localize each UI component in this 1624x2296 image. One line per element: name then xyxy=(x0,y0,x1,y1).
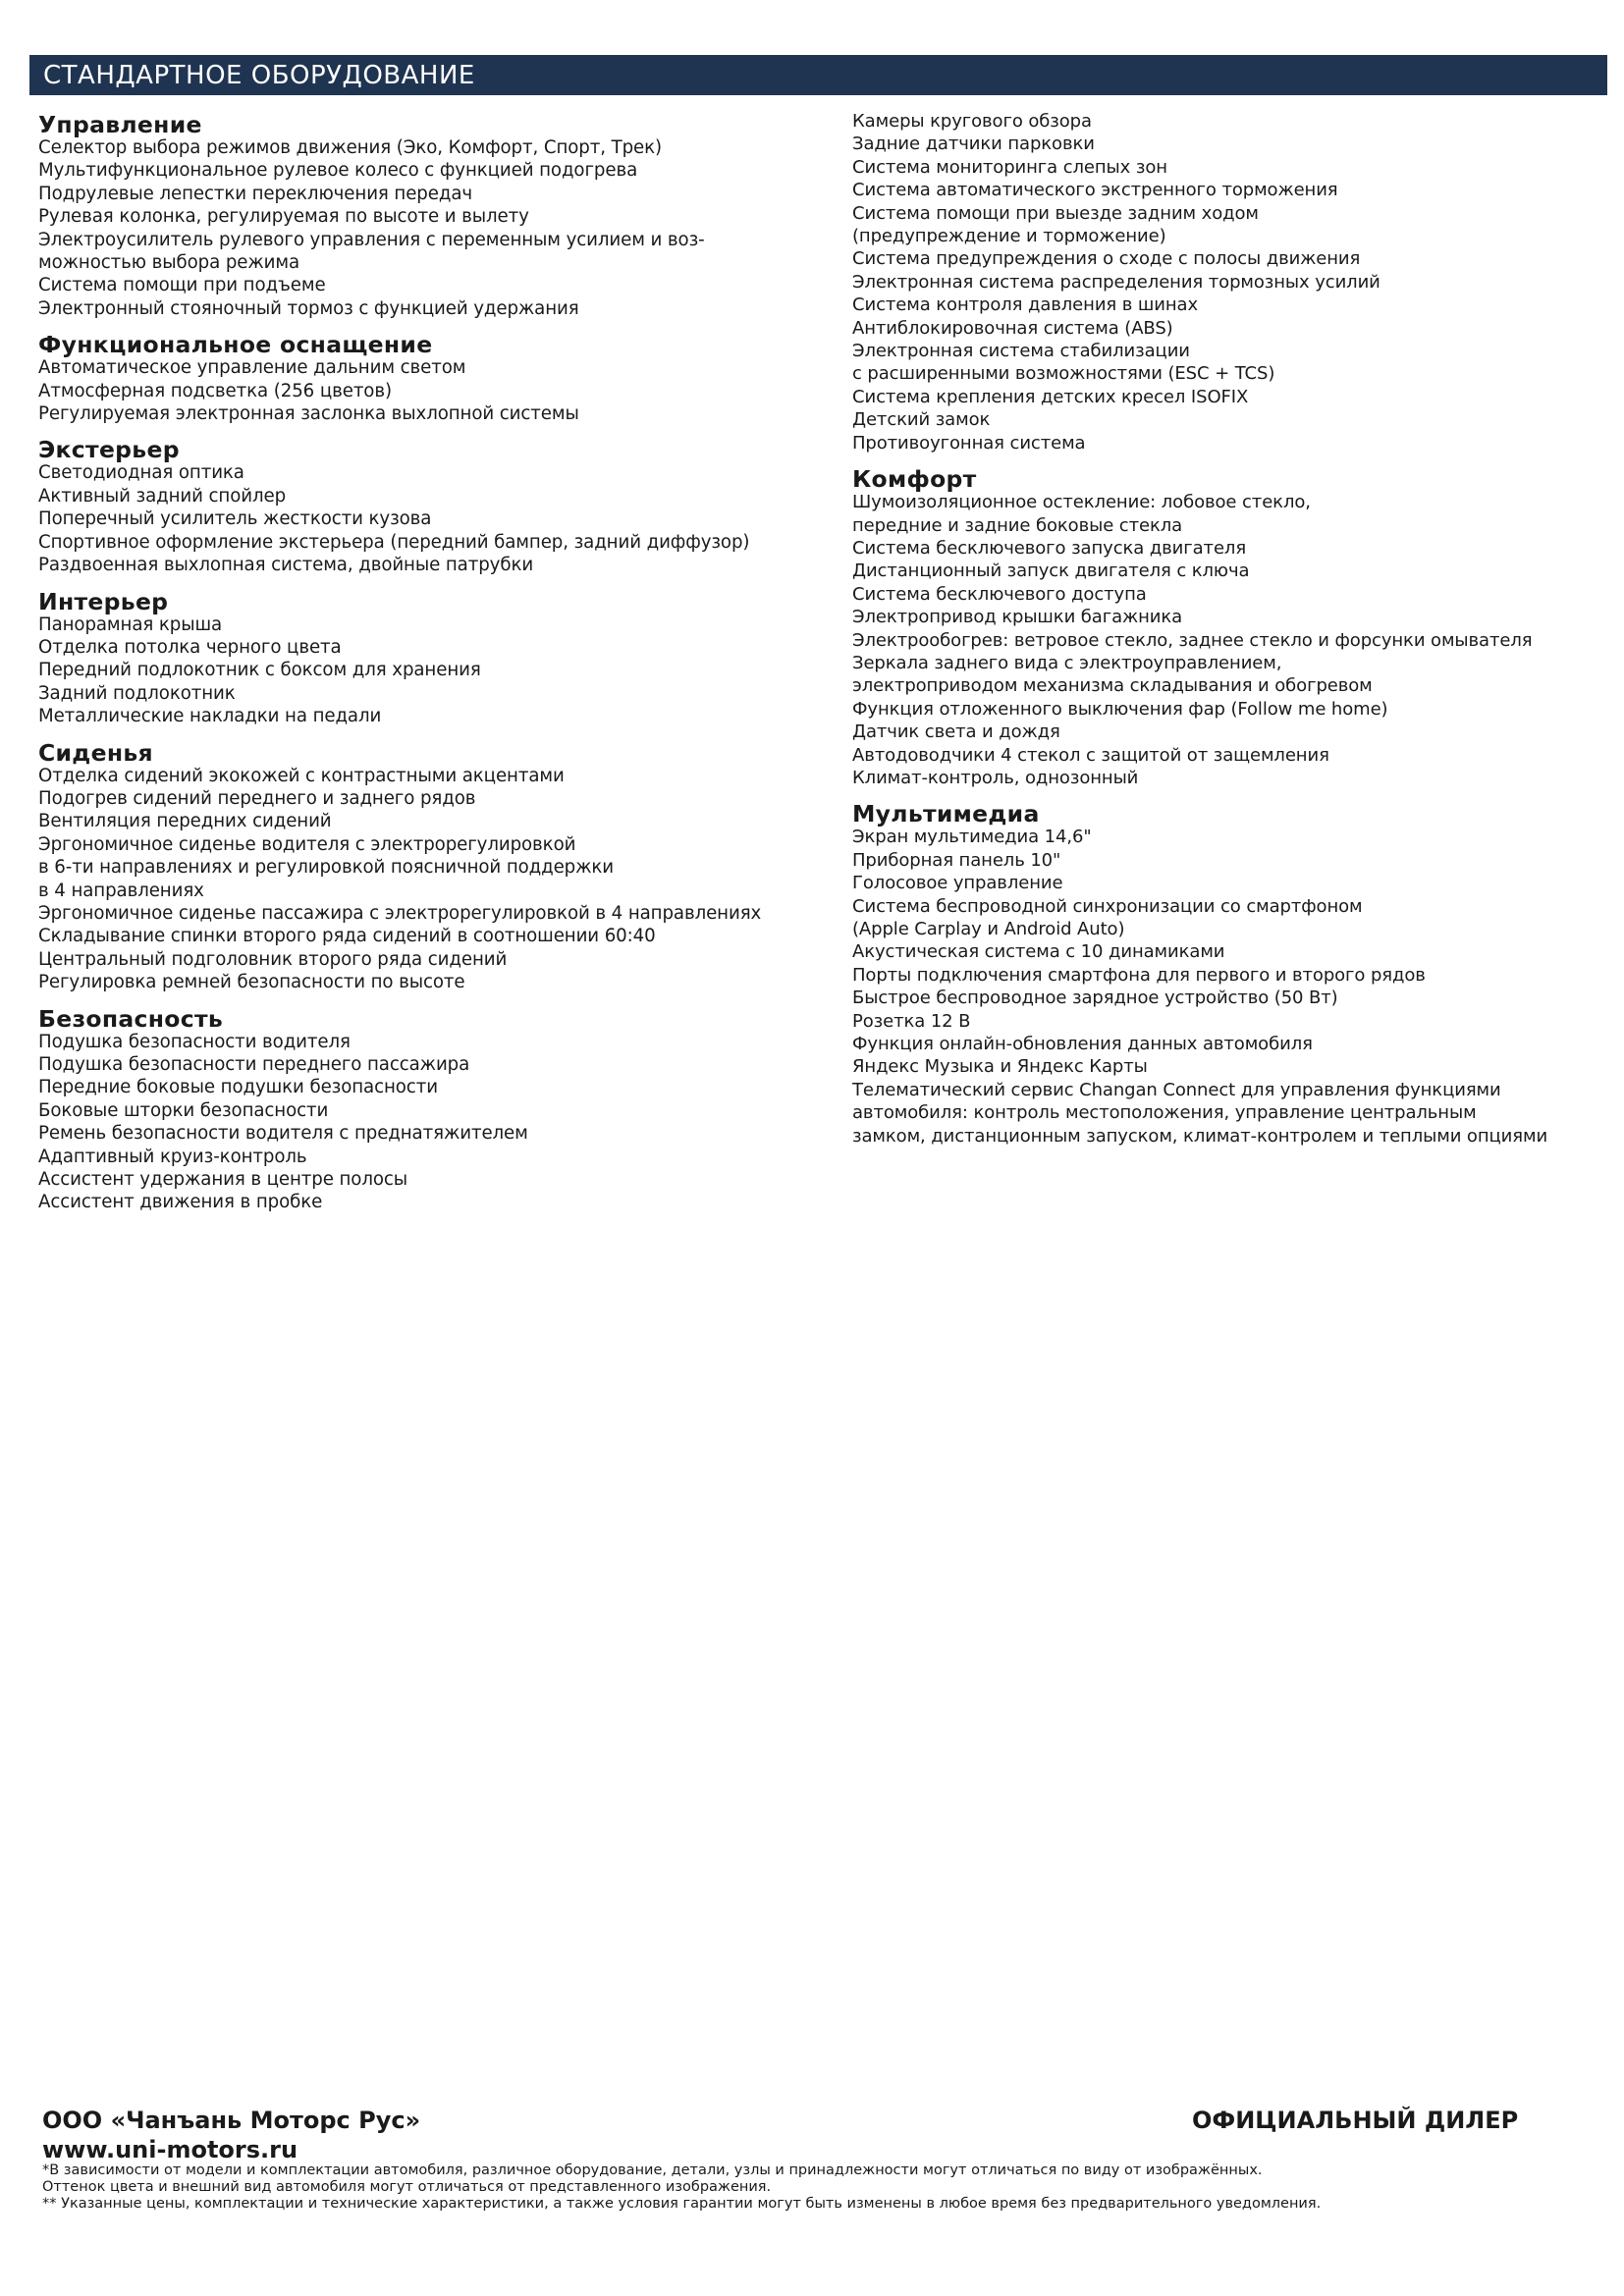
equipment-item: Селектор выбора режимов движения (Эко, Комфорт, Спорт, Трек) xyxy=(38,137,662,158)
equipment-item: Электроусилитель рулевого управления с переменным усилием и воз- xyxy=(38,229,705,250)
equipment-item: Система автоматического экстренного торможения xyxy=(852,180,1338,201)
equipment-item: Приборная панель 10" xyxy=(852,849,1061,871)
equipment-item: Антиблокировочная система (ABS) xyxy=(852,317,1173,339)
equipment-item: Спортивное оформление экстерьера (передний бампер, задний диффузор) xyxy=(38,531,750,553)
equipment-item: Функция онлайн-обновления данных автомобиля xyxy=(852,1034,1313,1055)
equipment-item: Ассистент движения в пробке xyxy=(38,1192,323,1213)
equipment-item: Шумоизоляционное остекление: лобовое стекло, xyxy=(852,492,1311,513)
equipment-item: Электронная система распределения тормозных усилий xyxy=(852,271,1380,293)
equipment-item: Голосовое управление xyxy=(852,873,1063,894)
equipment-item: в 6-ти направлениях и регулировкой поясничной поддержки xyxy=(38,857,615,879)
equipment-item: Функция отложенного выключения фар (Follow me home) xyxy=(852,698,1388,720)
footnote: *В зависимости от модели и комплектации автомобиля, различное оборудование, детали, узлы и принадлежности могут отличаться по виду от изображённых. xyxy=(42,2163,1263,2178)
equipment-item: Панорамная крыша xyxy=(38,614,223,635)
equipment-item: Система мониторинга слепых зон xyxy=(852,156,1167,178)
equipment-item: Регулируемая электронная заслонка выхлопной системы xyxy=(38,403,579,425)
equipment-item: в 4 направлениях xyxy=(38,880,204,901)
equipment-item: Электропривод крышки багажника xyxy=(852,607,1183,628)
equipment-item: Ремень безопасности водителя с преднатяжителем xyxy=(38,1123,528,1145)
equipment-item: Система крепления детских кресел ISOFIX xyxy=(852,386,1249,407)
equipment-item: Ассистент удержания в центре полосы xyxy=(38,1169,408,1191)
company-name: ООО «Чанъань Моторс Рус» xyxy=(42,2107,421,2134)
equipment-item: Акустическая система с 10 динамиками xyxy=(852,941,1225,963)
equipment-item: Отделка потолка черного цвета xyxy=(38,636,342,658)
official-dealer-label: ОФИЦИАЛЬНЫЙ ДИЛЕР xyxy=(1192,2107,1519,2134)
page-title: СТАНДАРТНОЕ ОБОРУДОВАНИЕ xyxy=(43,61,475,90)
equipment-section xyxy=(852,110,1618,454)
equipment-item: Экран мультимедиа 14,6" xyxy=(852,827,1092,848)
equipment-item: Атмосферная подсветка (256 цветов) xyxy=(38,380,392,401)
equipment-item: Раздвоенная выхлопная система, двойные патрубки xyxy=(38,555,534,576)
section-heading: Управление xyxy=(38,111,202,138)
section-heading: Функциональное оснащение xyxy=(38,331,433,359)
equipment-item: (Apple Carplay и Android Auto) xyxy=(852,919,1125,939)
equipment-item: Металлические накладки на педали xyxy=(38,706,382,727)
equipment-item: Система помощи при подъеме xyxy=(38,275,326,296)
equipment-item: Отделка сидений экокожей с контрастными акцентами xyxy=(38,765,565,786)
equipment-item: Зеркала заднего вида с электроуправлением, xyxy=(852,652,1282,673)
footnotes xyxy=(42,2163,1321,2213)
equipment-item: Электронный стояночный тормоз с функцией удержания xyxy=(38,297,579,319)
equipment-item: Передние боковые подушки безопасности xyxy=(38,1077,438,1098)
equipment-section xyxy=(38,435,824,576)
equipment-item: Датчик света и дождя xyxy=(852,721,1060,743)
equipment-section xyxy=(852,799,1618,1148)
equipment-item: Передний подлокотник с боксом для хранения xyxy=(38,660,481,681)
equipment-item: автомобиля: контроль местоположения, управление центральным xyxy=(852,1102,1477,1124)
header-bar xyxy=(29,55,1607,95)
equipment-item: Задний подлокотник xyxy=(38,682,236,704)
website-link[interactable]: www.uni-motors.ru xyxy=(42,2136,298,2163)
equipment-section xyxy=(38,1004,824,1214)
left-column xyxy=(38,110,824,1224)
equipment-section xyxy=(38,587,824,728)
section-heading: Экстерьер xyxy=(38,436,180,464)
equipment-item: Электрообогрев: ветровое стекло, заднее стекло и форсунки омывателя xyxy=(852,629,1533,651)
equipment-item: Система контроля давления в шинах xyxy=(852,294,1199,316)
equipment-item: Система беспроводной синхронизации со смартфоном xyxy=(852,895,1363,917)
equipment-item: Центральный подголовник второго ряда сидений xyxy=(38,948,508,970)
equipment-item: Активный задний спойлер xyxy=(38,485,287,507)
equipment-item: Дистанционный запуск двигателя с ключа xyxy=(852,561,1250,582)
equipment-item: Автоматическое управление дальним светом xyxy=(38,357,466,379)
section-heading: Сиденья xyxy=(38,738,153,767)
section-heading: Комфорт xyxy=(852,465,977,494)
equipment-item: Подогрев сидений переднего и заднего рядов xyxy=(38,787,476,809)
equipment-section xyxy=(852,464,1618,789)
equipment-item: Детский замок xyxy=(852,409,991,431)
equipment-item: Система предупреждения о сходе с полосы движения xyxy=(852,248,1361,270)
section-heading: Мультимедиа xyxy=(852,800,1040,828)
equipment-item: Подушка безопасности переднего пассажира xyxy=(38,1054,470,1075)
equipment-item: Камеры кругового обзора xyxy=(852,111,1092,132)
equipment-item: Быстрое беспроводное зарядное устройство (50 Вт) xyxy=(852,988,1338,1009)
equipment-item: Телематический сервис Changan Connect для управления функциями xyxy=(852,1079,1501,1100)
equipment-item: Вентиляция передних сидений xyxy=(38,811,332,832)
equipment-section xyxy=(38,330,824,425)
equipment-item: передние и задние боковые стекла xyxy=(852,514,1183,536)
section-heading: Безопасность xyxy=(38,1004,224,1033)
equipment-item: Адаптивный круиз-контроль xyxy=(38,1146,307,1167)
equipment-item: Система помощи при выезде задним ходом xyxy=(852,202,1259,224)
equipment-section xyxy=(38,110,824,320)
equipment-item: Эргономичное сиденье пассажира с электрорегулировкой в 4 направлениях xyxy=(38,902,762,924)
equipment-item: Рулевая колонка, регулируемая по высоте и вылету xyxy=(38,206,529,228)
equipment-item: Электронная система стабилизации xyxy=(852,341,1190,362)
equipment-item: Боковые шторки безопасности xyxy=(38,1099,329,1121)
right-column xyxy=(852,110,1618,1157)
equipment-item: Система бесключевого доступа xyxy=(852,583,1147,605)
footnote: Оттенок цвета и внешний вид автомобиля могут отличаться от представленного изображения. xyxy=(42,2179,772,2195)
equipment-item: Климат-контроль, однозонный xyxy=(852,767,1139,788)
equipment-item: Подушка безопасности водителя xyxy=(38,1031,351,1052)
equipment-item: Подрулевые лепестки переключения передач xyxy=(38,183,473,204)
equipment-item: (предупреждение и торможение) xyxy=(852,226,1166,247)
section-heading: Интерьер xyxy=(38,587,169,615)
equipment-section xyxy=(38,738,824,994)
equipment-item: Порты подключения смартфона для первого и второго рядов xyxy=(852,964,1426,986)
equipment-item: Регулировка ремней безопасности по высоте xyxy=(38,972,465,993)
equipment-item: Светодиодная оптика xyxy=(38,462,244,484)
equipment-item: Эргономичное сиденье водителя с электрорегулировкой xyxy=(38,833,576,855)
equipment-item: Система бесключевого запуска двигателя xyxy=(852,537,1247,559)
equipment-item: замком, дистанционным запуском, климат-контролем и теплыми опциями xyxy=(852,1125,1548,1147)
equipment-item: Яндекс Музыка и Яндекс Карты xyxy=(852,1056,1148,1078)
equipment-item: Противоугонная система xyxy=(852,432,1086,454)
equipment-item: Розетка 12 В xyxy=(852,1010,971,1032)
equipment-item: Складывание спинки второго ряда сидений в соотношении 60:40 xyxy=(38,926,656,947)
equipment-item: электроприводом механизма складывания и обогревом xyxy=(852,675,1373,697)
equipment-item: Задние датчики парковки xyxy=(852,133,1095,155)
equipment-item: Поперечный усилитель жесткости кузова xyxy=(38,508,432,530)
equipment-item: Автодоводчики 4 стекол с защитой от защемления xyxy=(852,744,1329,766)
equipment-item: можностью выбора режима xyxy=(38,252,300,274)
footnote: ** Указанные цены, комплектации и технические характеристики, а также условия гарантии могут быть изменены в любое время без предварительного уведомления. xyxy=(42,2196,1322,2212)
equipment-item: Мультифункциональное рулевое колесо с функцией подогрева xyxy=(38,160,638,182)
equipment-item: с расширенными возможностями (ESC + TCS) xyxy=(852,363,1275,385)
